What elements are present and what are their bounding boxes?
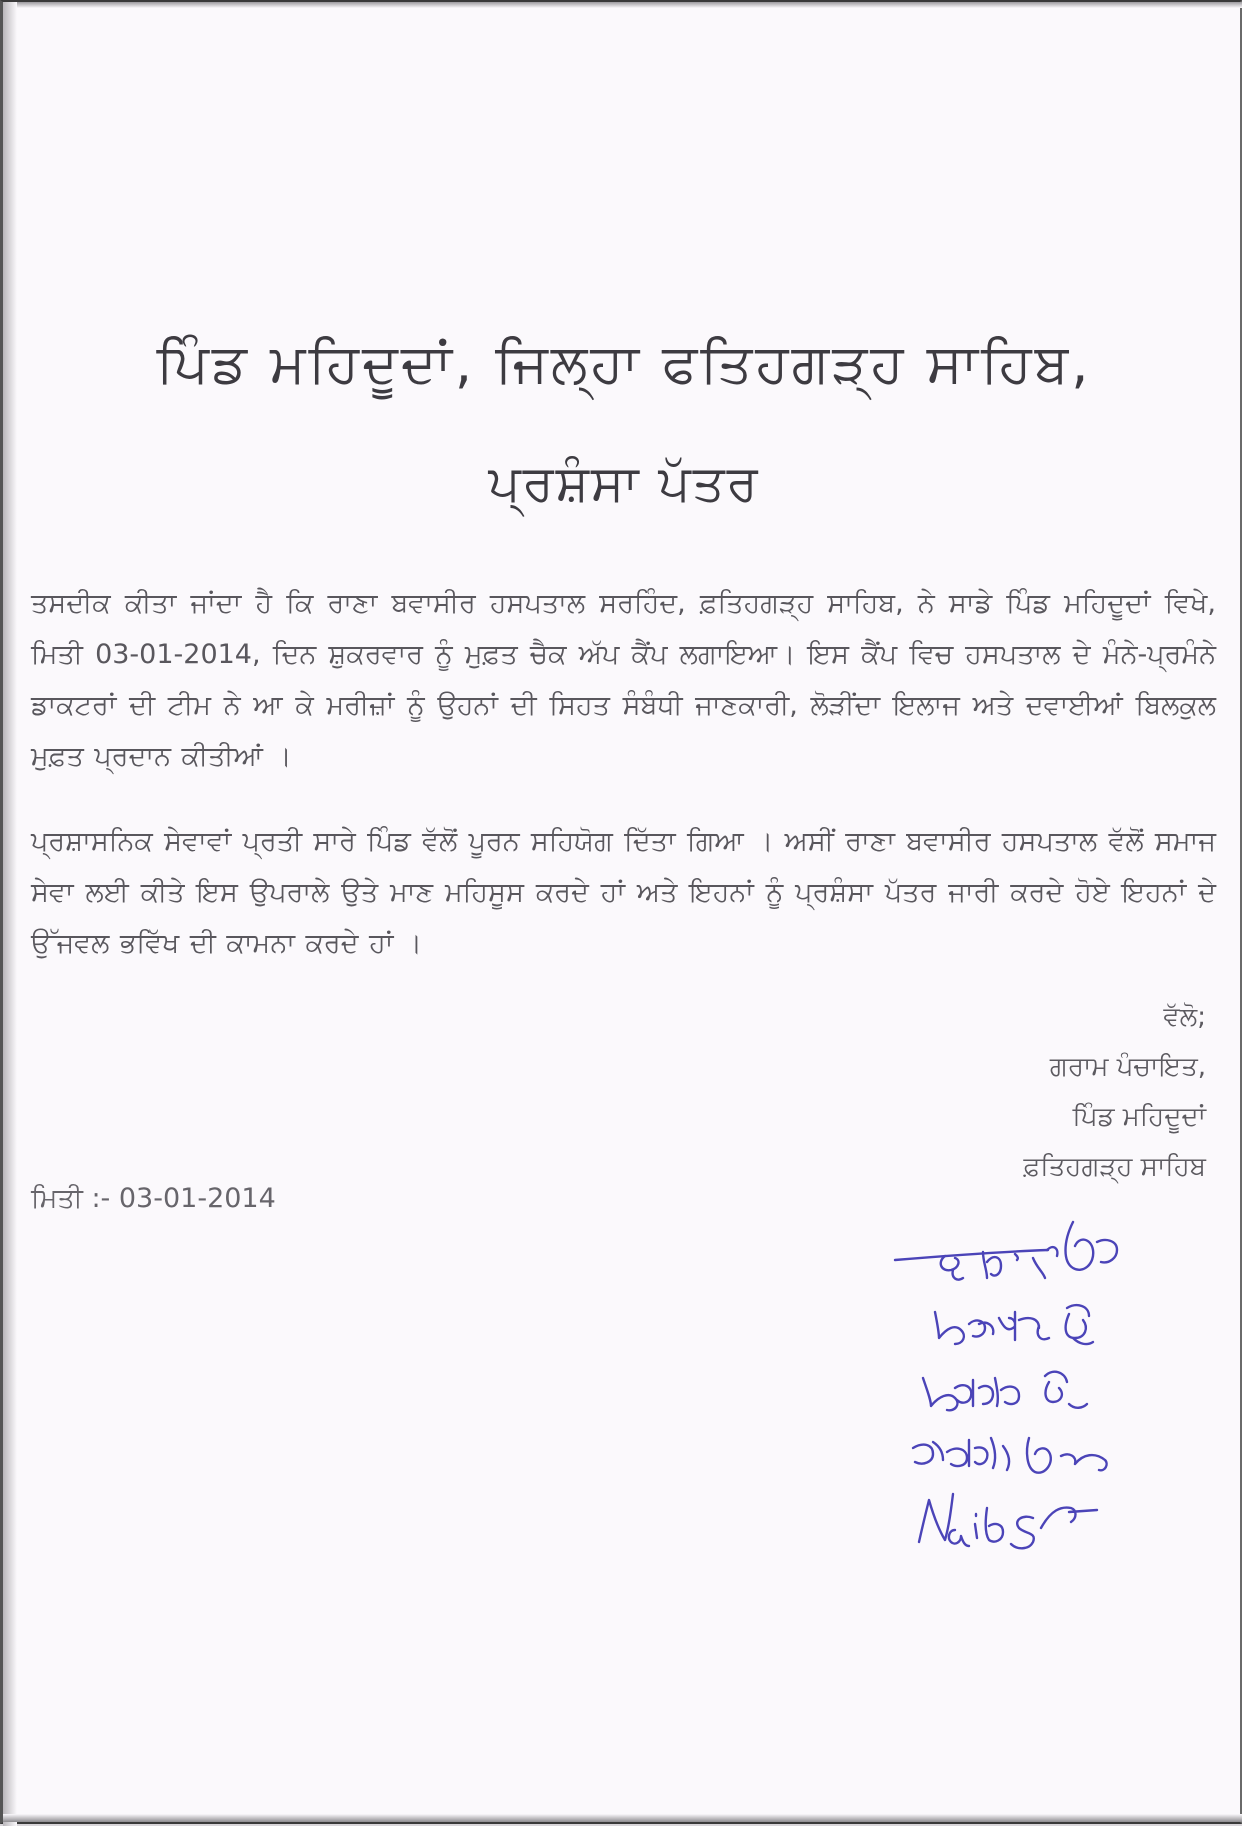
sender-line-1: ਗਰਾਮ ਪੰਚਾਇਤ,: [1049, 1052, 1206, 1082]
signature-2: [935, 1305, 1093, 1344]
sender-from-label: ਵੱਲੋ;: [1163, 1002, 1206, 1032]
sender-line-3: ਫ਼ਤਿਹਗੜ੍ਹ ਸਾਹਿਬ: [1023, 1152, 1206, 1182]
scan-edge-left: [3, 2, 17, 1826]
signature-3: [923, 1372, 1087, 1411]
sender-block: [1023, 992, 1206, 1192]
village-heading: ਪਿੰਡ ਮਹਿਦੂਦਾਂ, ਜਿਲ੍ਹਾ ਫਤਿਹਗੜ੍ਹ ਸਾਹਿਬ,: [156, 332, 1092, 395]
body-paragraph-2: ਪ੍ਰਸ਼ਾਸਨਿਕ ਸੇਵਾਵਾਂ ਪ੍ਰਤੀ ਸਾਰੇ ਪਿੰਡ ਵੱਲੋਂ ਪੂਰਨ ਸਹਿਯੋਗ ਦਿੱਤਾ ਗਿਆ । ਅਸੀਂ ਰਾਣਾ ਬਵਾਸੀਰ ਹਸਪਤਾਲ ਵੱਲੋਂ ਸਮਾਜ ਸੇਵਾ ਲਈ ਕੀਤੇ ਇਸ ਉਪਰਾਲੇ ਉਤੇ ਮਾਣ ਮਹਿਸੂਸ ਕਰਦੇ ਹਾਂ ਅਤੇ ਇਹਨਾਂ ਨੂੰ ਪ੍ਰਸ਼ੰਸਾ ਪੱਤਰ ਜਾਰੀ ਕਰਦੇ ਹੋਏ ਇਹਨਾਂ ਦੇ ਉੱਜਵਲ ਭਵਿੱਖ ਦੀ ਕਾਮਨਾ ਕਰਦੇ ਹਾਂ ।: [31, 826, 1216, 959]
signature-5: [919, 1494, 1097, 1548]
body-paragraph-1: ਤਸਦੀਕ ਕੀਤਾ ਜਾਂਦਾ ਹੈ ਕਿ ਰਾਣਾ ਬਵਾਸੀਰ ਹਸਪਤਾਲ ਸਰਹਿੰਦ, ਫ਼ਤਿਹਗੜ੍ਹ ਸਾਹਿਬ, ਨੇ ਸਾਡੇ ਪਿੰਡ ਮਹਿਦੂਦਾਂ ਵਿਖੇ, ਮਿਤੀ 03-01-2014, ਦਿਨ ਸ਼ੁਕਰਵਾਰ ਨੂੰ ਮੁਫ਼ਤ ਚੈਕ ਅੱਪ ਕੈਂਪ ਲਗਾਇਆ। ਇਸ ਕੈਂਪ ਵਿਚ ਹਸਪਤਾਲ ਦੇ ਮੰਨੇ-ਪ੍ਰਮੰਨੇ ਡਾਕਟਰਾਂ ਦੀ ਟੀਮ ਨੇ ਆ ਕੇ ਮਰੀਜ਼ਾਂ ਨੂੰ ਉਹਨਾਂ ਦੀ ਸਿਹਤ ਸੰਬੰਧੀ ਜਾਣਕਾਰੀ, ਲੋੜੀਂਦਾ ਇਲਾਜ ਅਤੇ ਦਵਾਈਆਂ ਬਿਲਕੁਲ ਮੁਫ਼ਤ ਪ੍ਰਦਾਨ ਕੀਤੀਆਂ ।: [31, 588, 1216, 772]
signature-4: [913, 1438, 1107, 1473]
sender-line-2: ਪਿੰਡ ਮਹਿਦੂਦਾਂ: [1072, 1102, 1206, 1132]
scan-edge-top: [3, 2, 1242, 8]
signatures-block: [883, 1212, 1213, 1612]
scan-edge-bottom: [3, 1814, 1242, 1822]
issue-date: ਮਿਤੀ :- 03-01-2014: [31, 1183, 276, 1214]
handwritten-signatures: [883, 1212, 1213, 1612]
certificate-title: ਪ੍ਰਸ਼ੰਸਾ ਪੱਤਰ: [488, 454, 760, 512]
signature-1: [895, 1222, 1117, 1280]
